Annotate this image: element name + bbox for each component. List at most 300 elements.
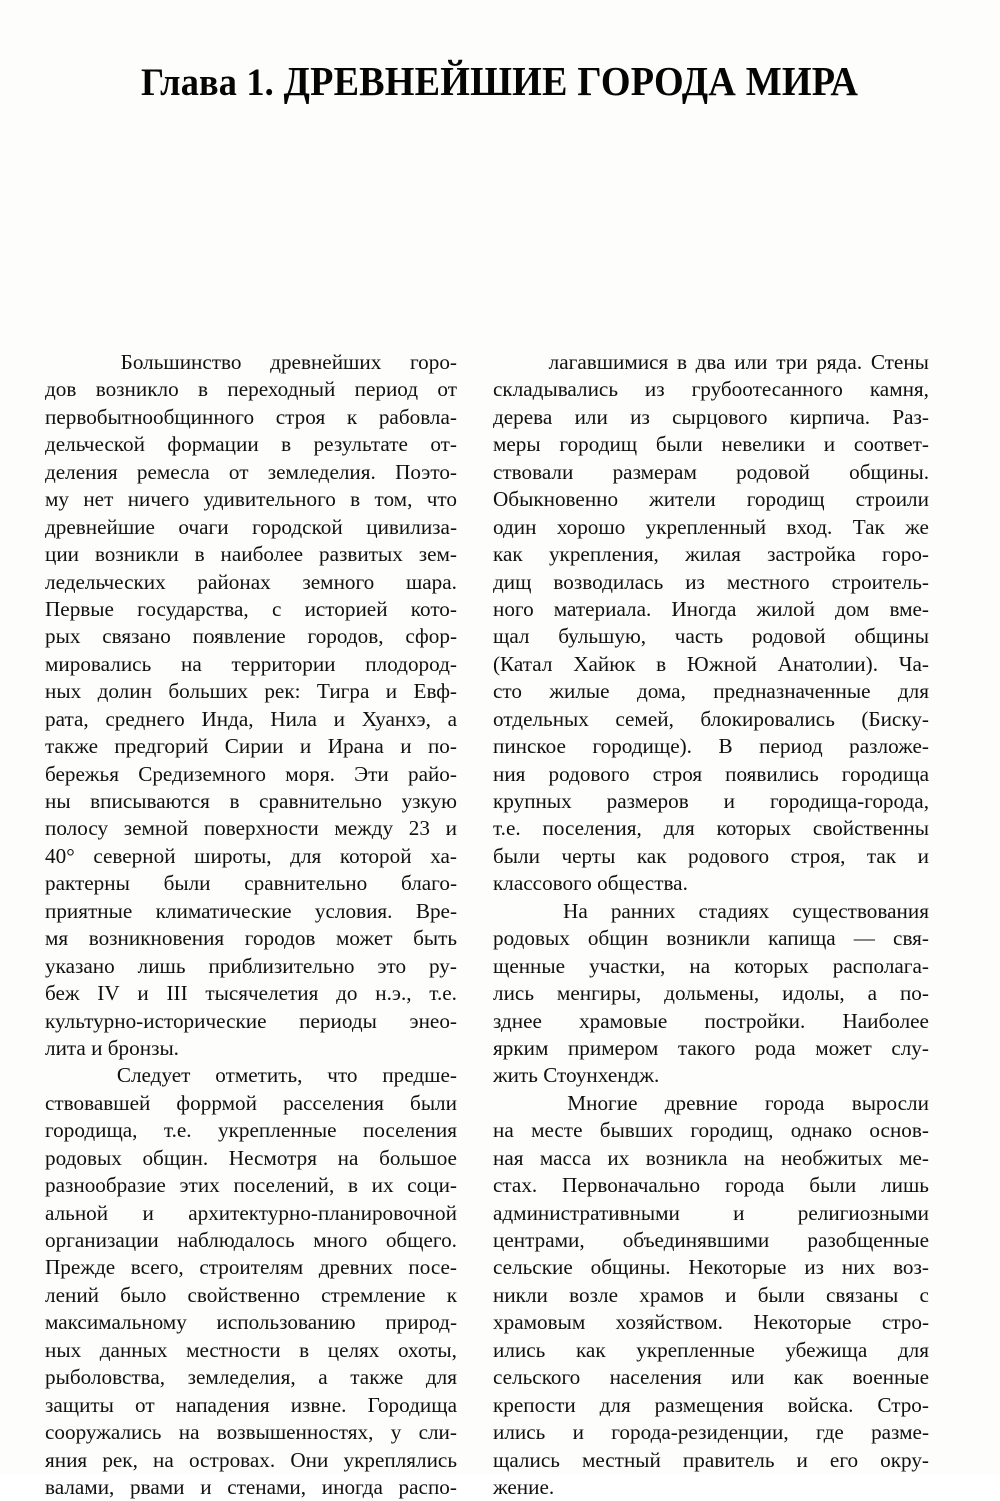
word: рактерны — [45, 871, 130, 896]
word: войска. — [787, 1392, 854, 1417]
word: строя, — [790, 843, 846, 868]
text-line — [45, 761, 457, 788]
paragraph-indent — [493, 349, 540, 376]
word: три — [776, 350, 808, 374]
word: моря. — [285, 761, 335, 786]
word: Южной — [686, 651, 757, 676]
word: возвышенностях, — [216, 1420, 374, 1445]
word: 23 — [408, 816, 430, 841]
word: разобщенные — [807, 1228, 929, 1252]
paragraph-indent — [493, 898, 540, 925]
text-line — [45, 953, 457, 980]
word: городищ — [559, 432, 638, 457]
word: Эти — [354, 761, 389, 786]
word: по- — [899, 981, 929, 1006]
word: по- — [427, 734, 457, 759]
text-line — [493, 1392, 929, 1419]
word: Первые — [45, 596, 114, 621]
body-columns — [45, 349, 929, 1501]
word: рыболовства, — [45, 1365, 166, 1390]
word: Анатолии). — [777, 651, 878, 676]
word: укрепленный — [645, 514, 767, 539]
word: размещения — [654, 1392, 764, 1417]
word: родовых — [493, 926, 570, 951]
word: щенные — [493, 953, 566, 978]
word: хозяйством. — [615, 1310, 723, 1335]
word: поверхности — [203, 816, 319, 841]
word: для — [663, 816, 695, 841]
word: Иногда — [671, 596, 737, 621]
word: т.е. — [163, 1118, 192, 1143]
word: или — [734, 350, 768, 374]
word: предгорий — [114, 734, 209, 759]
word: часть — [674, 624, 724, 649]
word: Поэто- — [395, 459, 457, 484]
word: больших — [168, 679, 248, 704]
word: Наиболее — [842, 1008, 929, 1033]
word: первобытнообщинного — [45, 404, 255, 429]
word: общин. — [142, 1145, 209, 1170]
word: и — [823, 432, 836, 457]
word: существования — [792, 898, 929, 923]
word: развитых — [319, 542, 403, 567]
word: (Катал — [493, 651, 553, 676]
word: извне. — [290, 1392, 347, 1417]
word: ных — [45, 1337, 82, 1362]
word: масса — [539, 1145, 592, 1170]
word: разложе- — [849, 734, 929, 759]
word: были — [655, 432, 703, 457]
word: сравнительно — [259, 789, 382, 813]
word: дов — [45, 377, 77, 402]
word: крепости — [493, 1392, 576, 1417]
word: полосу — [45, 816, 109, 841]
word: сли- — [418, 1420, 457, 1445]
text-line — [45, 1419, 457, 1446]
word: приятные — [45, 898, 133, 923]
word: родовой — [751, 624, 826, 649]
word: мя — [45, 926, 69, 951]
word: удивительного — [203, 487, 336, 512]
text-line — [493, 1062, 929, 1089]
word: города — [764, 1090, 825, 1115]
word: грубоотесанного — [691, 377, 843, 402]
word: возникла — [645, 1145, 728, 1170]
word: местного — [726, 569, 810, 594]
word: предше- — [382, 1063, 457, 1088]
text-line — [45, 349, 457, 376]
word: очаги — [178, 514, 229, 539]
word: III — [166, 981, 188, 1006]
word: общин — [587, 926, 649, 951]
word: — — [853, 926, 875, 951]
word: родовых — [45, 1145, 122, 1170]
word: результате — [313, 432, 408, 457]
word: убежища — [785, 1337, 868, 1362]
word: вме- — [889, 596, 929, 621]
word: центрами, — [493, 1228, 585, 1252]
text-line — [45, 1227, 457, 1254]
word: защиты — [45, 1392, 114, 1417]
word: Некоторые — [688, 1255, 787, 1280]
text-line — [493, 623, 929, 650]
word: сто — [493, 679, 522, 704]
text-line — [45, 706, 457, 733]
word: земного — [302, 569, 375, 594]
text-line — [493, 1447, 929, 1474]
word: в — [676, 350, 687, 374]
word: укрепленные — [636, 1337, 755, 1362]
word: рата, — [45, 706, 89, 731]
text-line — [45, 898, 457, 925]
word: с — [271, 596, 282, 621]
word: Вре- — [415, 898, 457, 923]
word: ряда. — [816, 350, 863, 374]
word: много — [313, 1228, 368, 1252]
word: или — [574, 404, 608, 429]
word: это — [377, 953, 407, 978]
word: на — [337, 1145, 359, 1170]
word: были — [757, 1282, 805, 1307]
word: период — [354, 377, 419, 402]
word: них — [841, 1255, 876, 1280]
word: городища, — [45, 1118, 138, 1143]
text-line — [493, 761, 929, 788]
word: укреплялись — [343, 1447, 457, 1472]
text-line — [45, 1254, 457, 1281]
word: шара. — [405, 569, 457, 594]
word: жить Стоунхендж. — [493, 1063, 660, 1088]
word: и — [733, 1200, 745, 1225]
word: для — [290, 843, 322, 868]
text-line — [493, 541, 929, 568]
word: Некоторые — [753, 1310, 852, 1335]
word: Средиземного — [138, 761, 267, 786]
word: где — [815, 1420, 844, 1445]
text-line — [45, 678, 457, 705]
chapter-name-label: ДРЕВНЕЙШИЕ ГОРОДА МИРА — [284, 58, 859, 105]
word: В — [718, 734, 733, 759]
word: строитель- — [831, 569, 929, 594]
text-line — [493, 514, 929, 541]
word: и — [796, 1447, 808, 1472]
word: быть — [413, 926, 457, 951]
word: до — [336, 981, 358, 1006]
word: что — [327, 1063, 358, 1088]
word: На — [563, 898, 588, 923]
word: же — [905, 514, 929, 539]
word: слу- — [891, 1035, 929, 1060]
word: вход. — [786, 514, 833, 539]
word: формации — [167, 432, 259, 457]
text-line — [493, 1008, 929, 1035]
word: появились — [725, 761, 819, 786]
text-line — [45, 486, 457, 513]
text-line — [45, 404, 457, 431]
word: основ- — [869, 1118, 929, 1143]
word: рек: — [264, 679, 301, 704]
text-line — [493, 486, 929, 513]
word: использованию — [216, 1310, 356, 1335]
word: условия. — [314, 898, 393, 923]
word: жилой — [756, 596, 815, 621]
word: правитель — [682, 1447, 775, 1472]
text-line — [45, 1090, 457, 1117]
word: лишь — [881, 1173, 929, 1198]
text-line — [493, 1282, 929, 1309]
word: древнейшие — [45, 514, 155, 539]
word: земной — [123, 816, 189, 841]
text-line — [45, 1447, 457, 1474]
word: среднего — [105, 706, 185, 731]
word: и — [725, 1282, 737, 1307]
word: общего. — [385, 1228, 457, 1252]
word: ярким — [493, 1035, 549, 1060]
word: территории — [231, 651, 336, 676]
text-line — [45, 870, 457, 897]
word: рода — [754, 1035, 796, 1060]
word: дом — [835, 596, 870, 621]
word: черты — [561, 843, 616, 868]
word: в — [229, 789, 240, 813]
word: идолы, — [782, 981, 845, 1006]
word: возводилась — [553, 569, 664, 594]
word: поселения, — [542, 816, 642, 841]
text-line — [45, 1145, 457, 1172]
word: организации — [45, 1228, 159, 1252]
text-line — [493, 1364, 929, 1391]
word: от — [135, 1392, 155, 1417]
word: от- — [430, 432, 457, 457]
word: дищ — [493, 569, 532, 594]
word: городища — [841, 761, 929, 786]
text-line — [493, 898, 929, 925]
word: районах — [197, 569, 271, 594]
text-line — [45, 788, 457, 815]
word: свя- — [893, 926, 929, 951]
word: связаны — [826, 1282, 899, 1307]
word: бывших — [599, 1118, 674, 1143]
word: соци- — [407, 1173, 457, 1198]
word: альной — [45, 1200, 109, 1225]
word: к — [346, 404, 358, 429]
word: объединявшими — [622, 1228, 770, 1252]
word: в — [198, 377, 209, 402]
word: благо- — [400, 871, 457, 896]
word: из — [630, 404, 650, 429]
chapter-number-label: Глава 1. — [141, 61, 275, 105]
word: государства, — [137, 596, 249, 621]
word: постройки. — [704, 1008, 806, 1033]
word: свойственны — [812, 816, 929, 841]
word: и — [400, 734, 412, 759]
word: отдельных — [493, 706, 589, 731]
paragraph — [493, 898, 929, 1090]
word: дерева — [493, 404, 553, 429]
text-line — [493, 431, 929, 458]
word: крупных — [493, 789, 572, 813]
text-line — [493, 1337, 929, 1364]
word: ледельческих — [45, 569, 166, 594]
word: ного — [493, 596, 534, 621]
word: узкую — [401, 789, 457, 813]
word: городища-города, — [769, 789, 929, 813]
word: как — [575, 1337, 606, 1362]
word: сельского — [493, 1365, 581, 1390]
word: участки, — [589, 953, 666, 978]
text-line — [45, 459, 457, 486]
word: в — [194, 542, 205, 567]
word: Большинство — [120, 350, 242, 374]
word: Многие — [567, 1090, 638, 1115]
word: древние — [664, 1090, 738, 1115]
text-line — [493, 1090, 929, 1117]
word: зднее — [493, 1008, 542, 1033]
word: и — [137, 981, 149, 1006]
word: яния — [45, 1447, 88, 1472]
word: этих — [179, 1173, 220, 1198]
word: как — [493, 542, 523, 567]
word: лись — [493, 981, 534, 1006]
word: рвами — [130, 1474, 185, 1499]
word: меры — [493, 432, 541, 457]
word: рек, — [102, 1447, 138, 1472]
word: Инда, — [201, 706, 254, 731]
text-line — [45, 1474, 457, 1501]
word: Они — [290, 1447, 329, 1472]
word: невелики — [721, 432, 806, 457]
text-line — [45, 596, 457, 623]
word: кото- — [410, 596, 457, 621]
word: жение. — [493, 1474, 555, 1499]
word: в — [350, 487, 361, 512]
word: блокировались — [700, 706, 835, 731]
word: в — [299, 1337, 310, 1362]
word: распо- — [398, 1474, 457, 1499]
word: административными — [493, 1200, 680, 1225]
word: островах. — [188, 1447, 276, 1472]
word: классового общества. — [493, 871, 688, 896]
word: т.е. — [429, 981, 457, 1006]
word: связано — [102, 624, 171, 649]
word: стах. — [493, 1173, 538, 1198]
text-line — [493, 569, 929, 596]
word: которых — [716, 816, 792, 841]
text-line — [493, 651, 929, 678]
word: лишь — [137, 953, 186, 978]
text-line — [45, 1282, 457, 1309]
word: горо- — [409, 350, 457, 374]
text-line — [45, 623, 457, 650]
word: переходный — [227, 377, 336, 402]
word: валами, — [45, 1474, 115, 1499]
word: храмовым — [493, 1310, 586, 1335]
word: что — [426, 487, 457, 512]
word: рых — [45, 624, 81, 649]
word: Городища — [367, 1392, 457, 1417]
word: военные — [852, 1365, 929, 1390]
word: кирпича. — [789, 404, 871, 429]
word: северной — [93, 843, 176, 868]
word: храмовые — [579, 1008, 668, 1033]
word: стремление — [321, 1282, 426, 1307]
word: от — [437, 377, 457, 402]
word: возникли — [94, 542, 179, 567]
word: менгиры, — [556, 981, 642, 1006]
word: ились — [493, 1337, 546, 1362]
word: города-резиденции, — [611, 1420, 789, 1445]
word: и — [333, 706, 345, 731]
word: разнообразие — [45, 1173, 166, 1198]
text-line — [45, 1062, 457, 1089]
word: также — [45, 734, 98, 759]
text-line — [493, 1419, 929, 1446]
text-line — [493, 706, 929, 733]
word: которых — [734, 953, 809, 978]
word: зем- — [418, 542, 457, 567]
word: природ- — [385, 1310, 457, 1335]
text-line — [45, 815, 457, 842]
word: городищ — [746, 487, 825, 512]
text-line — [45, 733, 457, 760]
word: воз- — [893, 1255, 929, 1280]
word: ремесла — [136, 459, 210, 484]
text-line — [45, 925, 457, 952]
text-line — [493, 1172, 929, 1199]
text-line — [493, 349, 929, 376]
word: Тигра — [316, 679, 370, 704]
text-line — [45, 569, 457, 596]
text-line — [45, 1117, 457, 1144]
word: городище). — [592, 734, 692, 759]
word: жилая — [685, 542, 741, 567]
text-line — [493, 1227, 929, 1254]
word: и — [445, 816, 457, 841]
word: (Биску- — [861, 706, 929, 731]
paragraph — [493, 349, 929, 898]
word: сельские — [493, 1255, 573, 1280]
word: укрепления, — [548, 542, 659, 567]
word: Хуанхэ, — [361, 706, 431, 731]
word: большое — [379, 1145, 457, 1170]
word: застройка — [767, 542, 856, 567]
word: Евф- — [413, 679, 457, 704]
word: городищ, — [690, 1118, 774, 1143]
word: родового — [687, 843, 770, 868]
text-line — [45, 514, 457, 541]
word: было — [120, 1282, 167, 1307]
word: климатические — [155, 898, 292, 923]
word: Так — [852, 514, 885, 539]
word: ния — [493, 761, 526, 786]
word: лений — [45, 1282, 99, 1307]
word: их — [371, 1173, 394, 1198]
word: стенами, — [227, 1474, 307, 1499]
word: Несмотря — [228, 1145, 317, 1170]
word: месте — [531, 1118, 583, 1143]
word: сооружались — [45, 1420, 162, 1445]
text-line — [493, 1035, 929, 1062]
word: возникли — [666, 926, 751, 951]
word: иногда — [321, 1474, 383, 1499]
word: один — [493, 514, 537, 539]
word: к — [446, 1282, 457, 1307]
word: ствовавшей — [45, 1090, 151, 1115]
word: Ирана — [327, 734, 384, 759]
word: в — [656, 651, 667, 676]
word: и — [299, 734, 312, 759]
word: возникновения — [88, 926, 225, 951]
